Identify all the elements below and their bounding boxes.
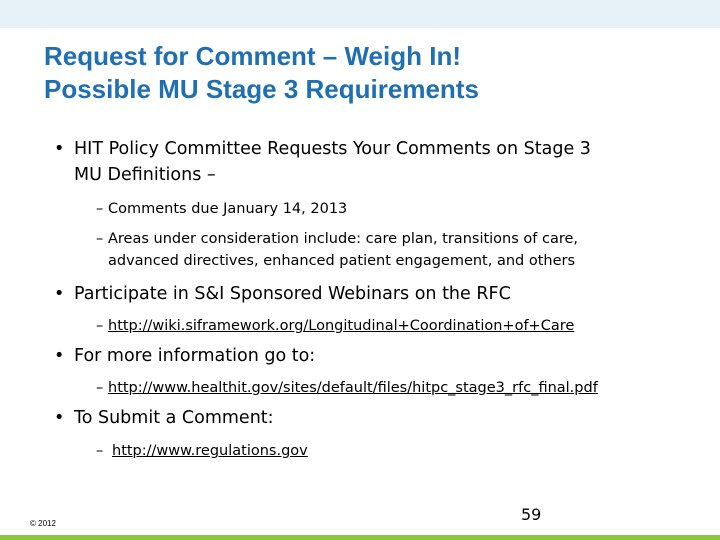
healthit-link[interactable]: http://www.healthit.gov/sites/default/files/hitpc_stage3_rfc_final.pdf [108,380,598,396]
page-number: 59 [521,505,542,524]
dash-icon: – [96,201,104,217]
bullet-icon: • [54,284,65,304]
dash-icon: – [96,443,104,459]
top-banner [0,0,720,28]
bullet-text-line-2: MU Definitions – [74,165,216,185]
regulations-link[interactable]: http://www.regulations.gov [112,443,308,459]
copyright-notice: © 2012 [30,519,56,528]
sub-bullet-text: Comments due January 14, 2013 [108,201,348,217]
dash-icon: – [96,231,104,247]
sub-bullet-text-line-1: Areas under consideration include: care plan, transitions of care, [108,231,579,247]
title-line-1: Request for Comment – Weigh In! [44,41,461,71]
title-line-2: Possible MU Stage 3 Requirements [44,74,479,104]
bottom-accent-bar [0,535,720,540]
dash-icon: – [96,380,104,396]
slide-title [44,40,704,106]
bullet-icon: • [54,346,65,366]
bullet-text-line-1: HIT Policy Committee Requests Your Comments on Stage 3 [74,139,591,159]
wiki-link[interactable]: http://wiki.siframework.org/Longitudinal+Coordination+of+Care [108,318,575,334]
bullet-text: To Submit a Comment: [74,408,274,428]
sub-bullet-text-line-2: advanced directives, enhanced patient engagement, and others [108,253,576,269]
bullet-text: Participate in S&I Sponsored Webinars on the RFC [74,284,511,304]
bullet-icon: • [54,139,65,159]
bullet-icon: • [54,408,65,428]
dash-icon: – [96,318,104,334]
bullet-text: For more information go to: [74,346,316,366]
